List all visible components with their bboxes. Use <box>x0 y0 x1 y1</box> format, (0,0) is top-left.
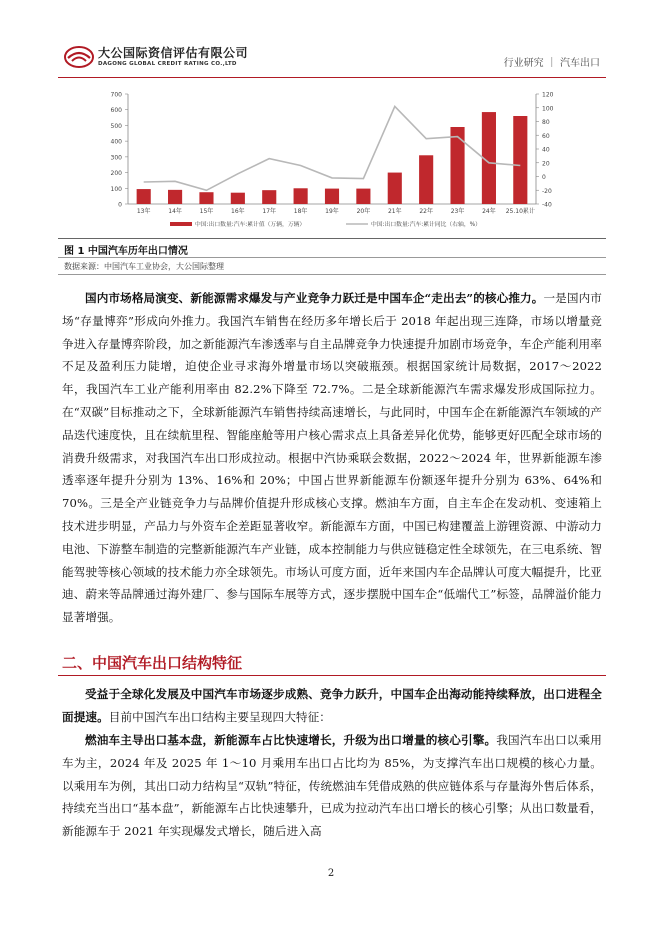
paragraph-drivers-text: 一是国内市场“存量博弈”形成向外推力。我国汽车销售在经历多年增长后于 2018 年起出现三连降，市场以增量竞争进入存量博弈阶段，加之新能源汽车渗透率与自主品牌竞争力快速提升加剧市场竞争，车企产能利用率不足及盈利压力陡增，迫使企业寻求海外增量市场以突破瓶颈。根据国家统计局数据，2017～2022 年，我国汽车工业产能利用率由 82.2%下降至 72.7%。二是全球新能源汽车需求爆发形成国际拉力。在“双碳”目标推动之下，全球新能源汽车销售持续高速增长，与此同时，中国车企在新能源汽车领域的产品迭代速度快，且在续航里程、智能座舱等用户核心需求点上具备差异化优势，能够更好匹配全球市场的消费升级需求，对我国汽车出口形成拉动。根据中汽协乘联会数据，2022～2024 年，世界新能源车渗透率逐年提升分别为 13%、16%和 20%；中国占世界新能源车份额逐年提升分别为 63%、64%和 70%。三是全产业链竞争力与品牌价值提升形成核心支撑。燃油车方面，自主车企在发动机、变速箱上技术进步明显，产品力与外资车企差距显著收窄。新能源车方面，中国已构建覆盖上游锂资源、中游动力电池、下游整车制造的完整新能源汽车产业链，成本控制能力与供应链稳定性全球领先，在三电系统、智能驾驶等核心领域的技术能力亦全球领先。市场认可度方面，近年来国内车企品牌认可度大幅提升，比亚迪、蔚来等品牌通过海外建厂、参与国际车展等方式，逐步摆脱中国车企“低端代工”标签，品牌溢价能力显著增强。 <box>62 291 602 625</box>
paragraph-drivers <box>62 287 602 629</box>
figure-rule-bottom <box>58 274 606 275</box>
bar <box>294 188 308 204</box>
figure-caption: 图 1 中国汽车历年出口情况 <box>64 246 188 257</box>
x-tick-label: 19年 <box>325 208 339 215</box>
x-tick-label: 14年 <box>168 208 182 215</box>
legend-line-label: 中国:出口数量:汽车:累计同比（右轴，%） <box>371 222 481 228</box>
right-tick-label: 0 <box>542 174 546 181</box>
left-tick-label: 400 <box>110 138 122 146</box>
right-tick-label: 120 <box>542 91 554 99</box>
section-title: 二、中国汽车出口结构特征 <box>62 654 243 672</box>
x-tick-label: 13年 <box>136 208 151 215</box>
header-divider <box>58 77 606 78</box>
right-tick-label: 60 <box>542 132 550 140</box>
page-header <box>58 44 606 76</box>
x-tick-label: 24年 <box>482 208 496 215</box>
legend-bar-label: 中国:出口数量:汽车:累计值（万辆，万辆） <box>195 222 306 228</box>
x-tick-label: 15年 <box>199 208 214 215</box>
right-tick-label: 80 <box>542 119 550 126</box>
figure-source: 数据来源：中国汽车工业协会，大公国际整理 <box>64 262 224 271</box>
paragraph-fuel-vs-nev-lead: 燃油车主导出口基本盘，新能源车占比快速增长，升级为出口增量的核心引擎。 <box>85 733 497 747</box>
bar <box>450 127 464 204</box>
paragraph-fuel-vs-nev-text: 我国汽车出口以乘用车为主，2024 年及 2025 年 1～10 月乘用车出口占比均为 85%，为支撑汽车出口规模的核心力量。以乘用车为例，其出口动力结构呈“双轨”特征，传统燃油车凭借成熟的供应链体系与存量海外售后体系，持续充当出口“基本盘”，新能源车占比快速攀升，已成为拉动汽车出口增长的核心引擎；从出口数量看，新能源车于 2021 年实现爆发式增长，随后进入高 <box>62 733 602 839</box>
left-tick-label: 700 <box>110 91 122 99</box>
figure-rule-top <box>58 238 606 239</box>
x-tick-label: 16年 <box>231 208 245 215</box>
export-chart <box>58 86 606 236</box>
x-tick-label: 22年 <box>419 208 433 215</box>
x-tick-label: 20年 <box>356 208 371 215</box>
bar <box>513 116 527 204</box>
paragraph-fuel-vs-nev <box>62 729 602 843</box>
left-tick-label: 300 <box>110 154 122 162</box>
left-tick-label: 500 <box>110 122 122 130</box>
export-chart-svg <box>58 86 606 236</box>
x-tick-label: 23年 <box>450 208 465 215</box>
x-tick-label: 21年 <box>387 208 402 215</box>
bar <box>231 193 245 204</box>
figure-rule-middle <box>58 257 606 258</box>
page-number: 2 <box>327 868 335 879</box>
bar <box>199 192 213 204</box>
bar <box>262 190 276 204</box>
company-name-en: DAGONG GLOBAL CREDIT RATING CO.,LTD <box>98 61 237 67</box>
right-tick-label: 20 <box>542 160 550 168</box>
left-tick-label: 100 <box>110 185 122 193</box>
bar <box>137 189 151 204</box>
paragraph-structure-text: 目前中国汽车出口结构主要呈现四大特征： <box>108 709 331 724</box>
bar <box>388 173 402 204</box>
section-divider <box>58 675 606 676</box>
bar <box>356 189 370 204</box>
right-tick-label: 100 <box>542 105 554 113</box>
x-tick-label: 17年 <box>262 208 277 215</box>
left-tick-label: 0 <box>118 201 122 209</box>
right-tick-label: -20 <box>542 187 552 195</box>
legend-bar-swatch <box>170 222 192 226</box>
left-tick-label: 600 <box>110 107 122 115</box>
right-tick-label: -40 <box>542 201 552 209</box>
paragraph-structure-lead: 受益于全球化发展及中国汽车市场逐步成熟、竞争力跃升，中国车企出海动能持续释放，出口进程全面提速。 <box>62 687 602 724</box>
paragraph-drivers-lead: 国内市场格局演变、新能源需求爆发与产业竞争力跃迁是中国车企“走出去”的核心推力。 <box>85 291 544 305</box>
company-name-cn: 大公国际资信评估有限公司 <box>98 46 249 60</box>
bar <box>325 189 339 204</box>
paragraph-structure-intro <box>62 683 602 729</box>
header-section-label: 行业研究 ｜ 汽车出口 <box>503 58 600 69</box>
dagong-logo-icon <box>64 46 94 68</box>
x-tick-label: 18年 <box>293 208 308 215</box>
left-tick-label: 200 <box>110 170 122 178</box>
bar <box>419 155 433 204</box>
right-tick-label: 40 <box>542 146 550 154</box>
x-tick-label: 25.10累计 <box>505 208 535 215</box>
bar <box>168 190 182 204</box>
